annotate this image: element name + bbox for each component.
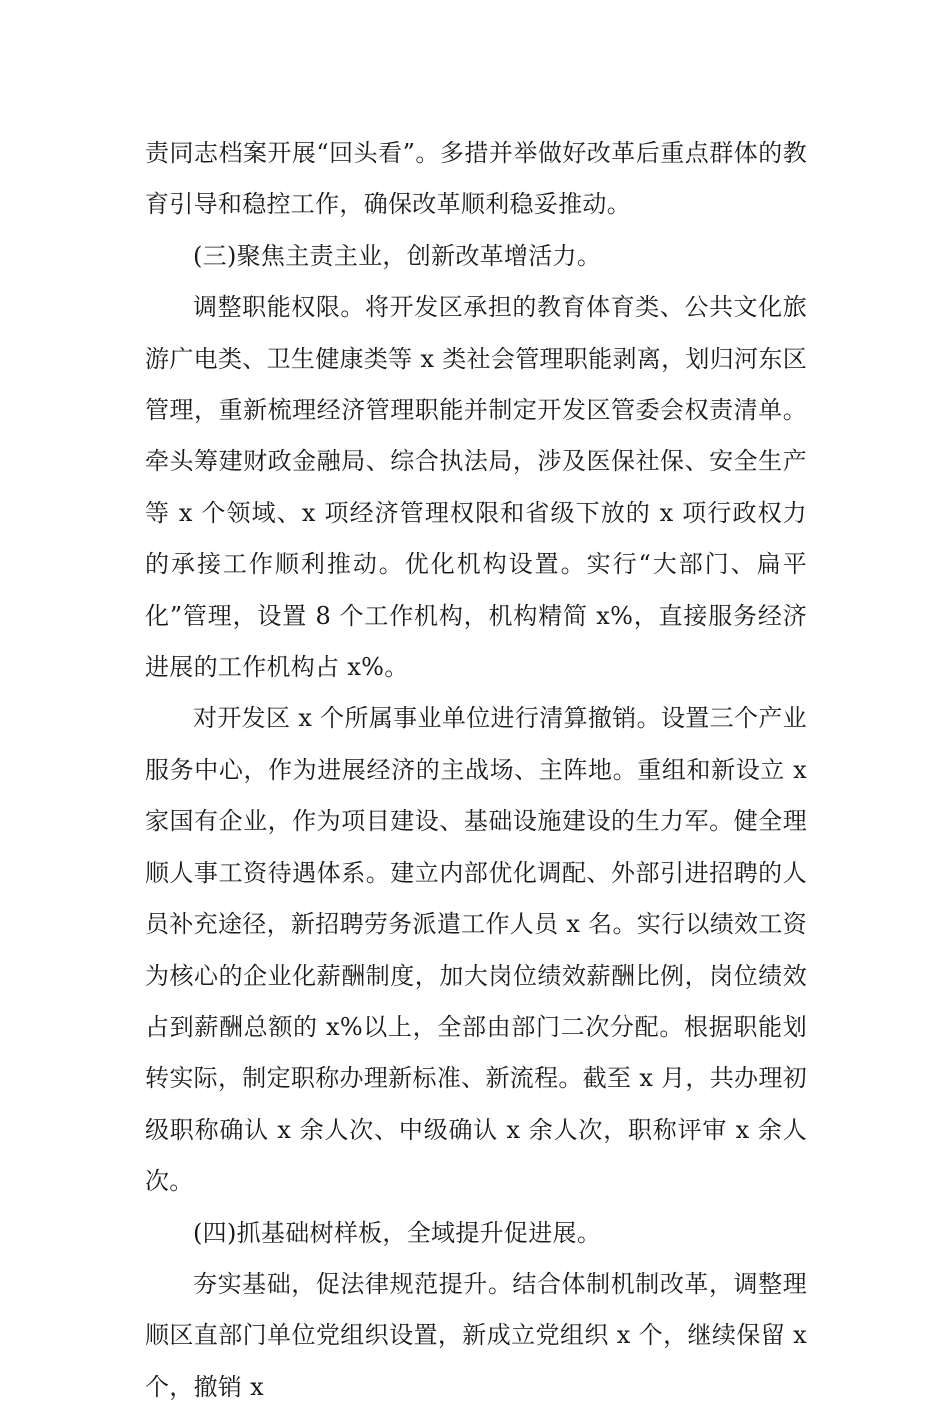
paragraph-continuation: 责同志档案开展“回头看”。多措并举做好改革后重点群体的教育引导和稳控工作，确保改革顺利稳妥推动。: [145, 139, 807, 219]
paragraph-institutions: 对开发区 x 个所属事业单位进行清算撤销。设置三个产业服务中心，作为进展经济的主战场、主阵地。重组和新设立 x 家国有企业，作为项目建设、基础设施建设的生力军。健全理顺人事工资待遇体系。建立内部优化调配、外部引进招聘的人员补充途径，新招聘劳务派遣工作人员 x 名。实行以绩效工资为核心的企业化薪酬制度，加大岗位绩效薪酬比例，岗位绩效占到薪酬总额的 x%以上，全部由部门二次分配。根据职能划转实际，制定职称办理新标准、新流程。截至 x 月，共办理初级职称确认 x 余人次、中级确认 x 余人次，职称评审 x 余人次。: [145, 704, 807, 1196]
paragraph-adjust-functions: 调整职能权限。将开发区承担的教育体育类、公共文化旅游广电类、卫生健康类等 x 类社会管理职能剥离，划归河东区管理，重新梳理经济管理职能并制定开发区管委会权责清单。牵头筹建财政金融局、综合执法局，涉及医保社保、安全生产等 x 个领域、x 项经济管理权限和省级下放的 x 项行政权力的承接工作顺利推动。优化机构设置。实行“大部门、扁平化”管理，设置 8 个工作机构，机构精简 x%，直接服务经济进展的工作机构占 x%。: [145, 293, 807, 682]
paragraph-foundation: 夯实基础，促法律规范提升。结合体制机制改革，调整理顺区直部门单位党组织设置，新成立党组织 x 个，继续保留 x 个，撤销 x: [145, 1269, 807, 1401]
section-heading-four: (四)抓基础树样板，全域提升促进展。: [193, 1218, 602, 1247]
section-heading-three: (三)聚焦主责主业，创新改革增活力。: [193, 241, 602, 270]
document-body: [145, 128, 807, 1413]
